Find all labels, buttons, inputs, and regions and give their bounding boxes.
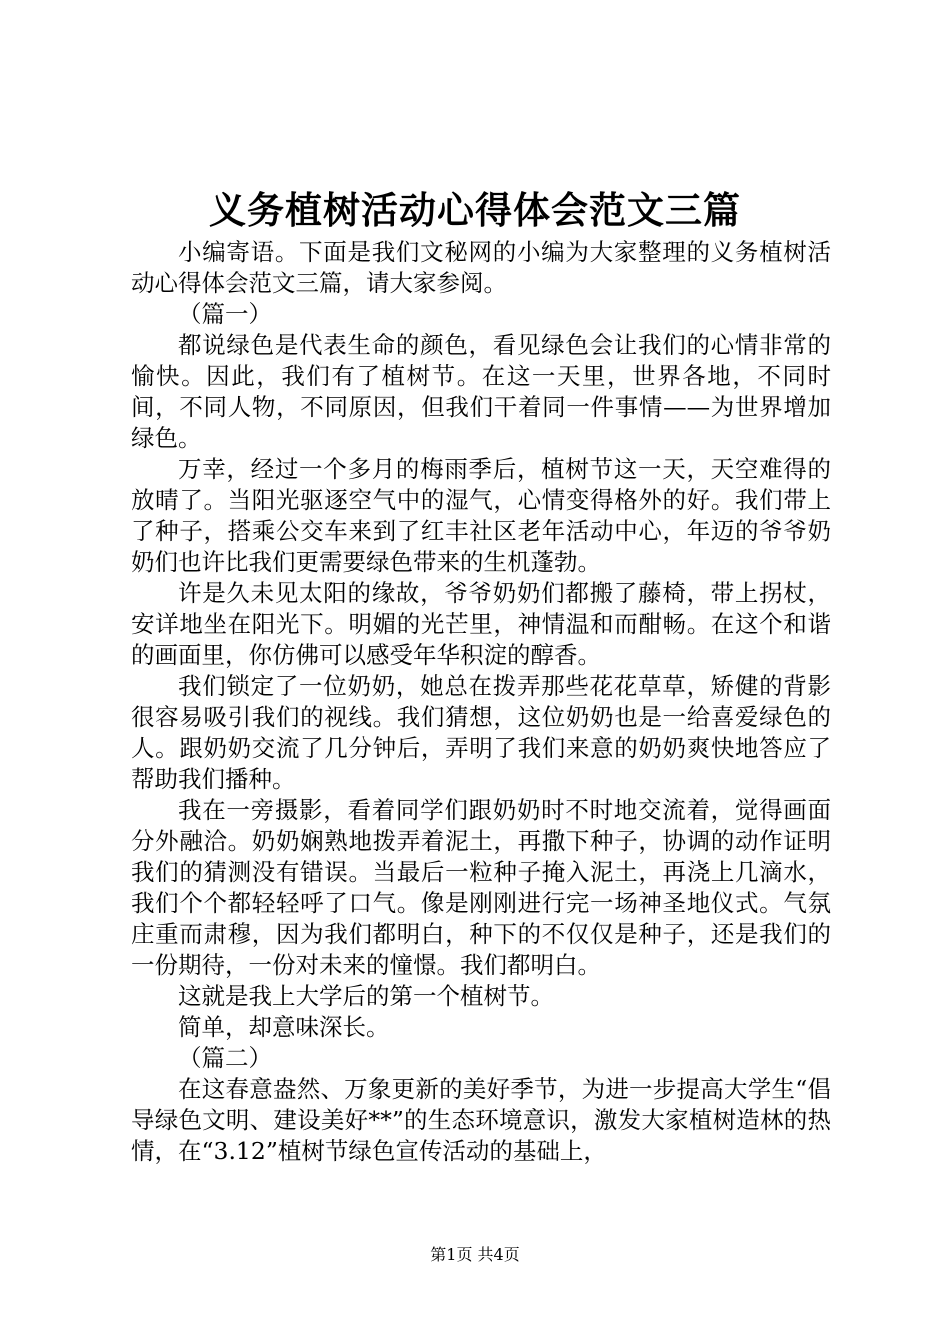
section-heading-2: （篇二） — [178, 1044, 272, 1072]
paragraph: 万幸，经过一个多月的梅雨季后，植树节这一天，天空难得的放晴了。当阳光驱逐空气中的湿气，心情变得格外的好。我们带上了种子，搭乘公交车来到了红丰社区老年活动中心，年迈的爷爷奶奶们也许比我们更需要绿色带来的生机蓬勃。 — [131, 455, 831, 576]
page-number-footer: 第1页 共4页 — [430, 1245, 520, 1264]
document-title: 义务植树活动心得体会范文三篇 — [209, 188, 741, 232]
section-heading-1: （篇一） — [178, 300, 272, 328]
paragraph: 许是久未见太阳的缘故，爷爷奶奶们都搬了藤椅，带上拐杖，安详地坐在阳光下。明媚的光芒里，神情温和而酣畅。在这个和谐的画面里，你仿佛可以感受年华积淀的醇香。 — [131, 579, 831, 669]
paragraph: 都说绿色是代表生命的颜色，看见绿色会让我们的心情非常的愉快。因此，我们有了植树节。在这一天里，世界各地，不同时间，不同人物，不同原因，但我们干着同一件事情——为世界增加绿色。 — [131, 331, 831, 452]
document-body — [131, 237, 831, 1167]
paragraph: 简单，却意味深长。 — [178, 1013, 390, 1041]
paragraph-intro: 小编寄语。下面是我们文秘网的小编为大家整理的义务植树活动心得体会范文三篇，请大家参阅。 — [131, 238, 831, 297]
paragraph: 我在一旁摄影，看着同学们跟奶奶时不时地交流着，觉得画面分外融洽。奶奶娴熟地拨弄着泥土，再撒下种子，协调的动作证明我们的猜测没有错误。当最后一粒种子掩入泥土，再浇上几滴水，我们个个都轻轻呼了口气。像是刚刚进行完一场神圣地仪式。气氛庄重而肃穆，因为我们都明白，种下的不仅仅是种子，还是我们的一份期待，一份对未来的憧憬。我们都明白。 — [131, 796, 831, 979]
paragraph: 在这春意盎然、万象更新的美好季节，为进一步提高大学生“倡导绿色文明、建设美好**”的生态环境意识，激发大家植树造林的热情，在“3.12”植树节绿色宣传活动的基础上， — [131, 1075, 831, 1165]
paragraph: 这就是我上大学后的第一个植树节。 — [178, 982, 554, 1010]
paragraph: 我们锁定了一位奶奶，她总在拨弄那些花花草草，矫健的背影很容易吸引我们的视线。我们猜想，这位奶奶也是一给喜爱绿色的人。跟奶奶交流了几分钟后，弄明了我们来意的奶奶爽快地答应了帮助我们播种。 — [131, 672, 831, 793]
